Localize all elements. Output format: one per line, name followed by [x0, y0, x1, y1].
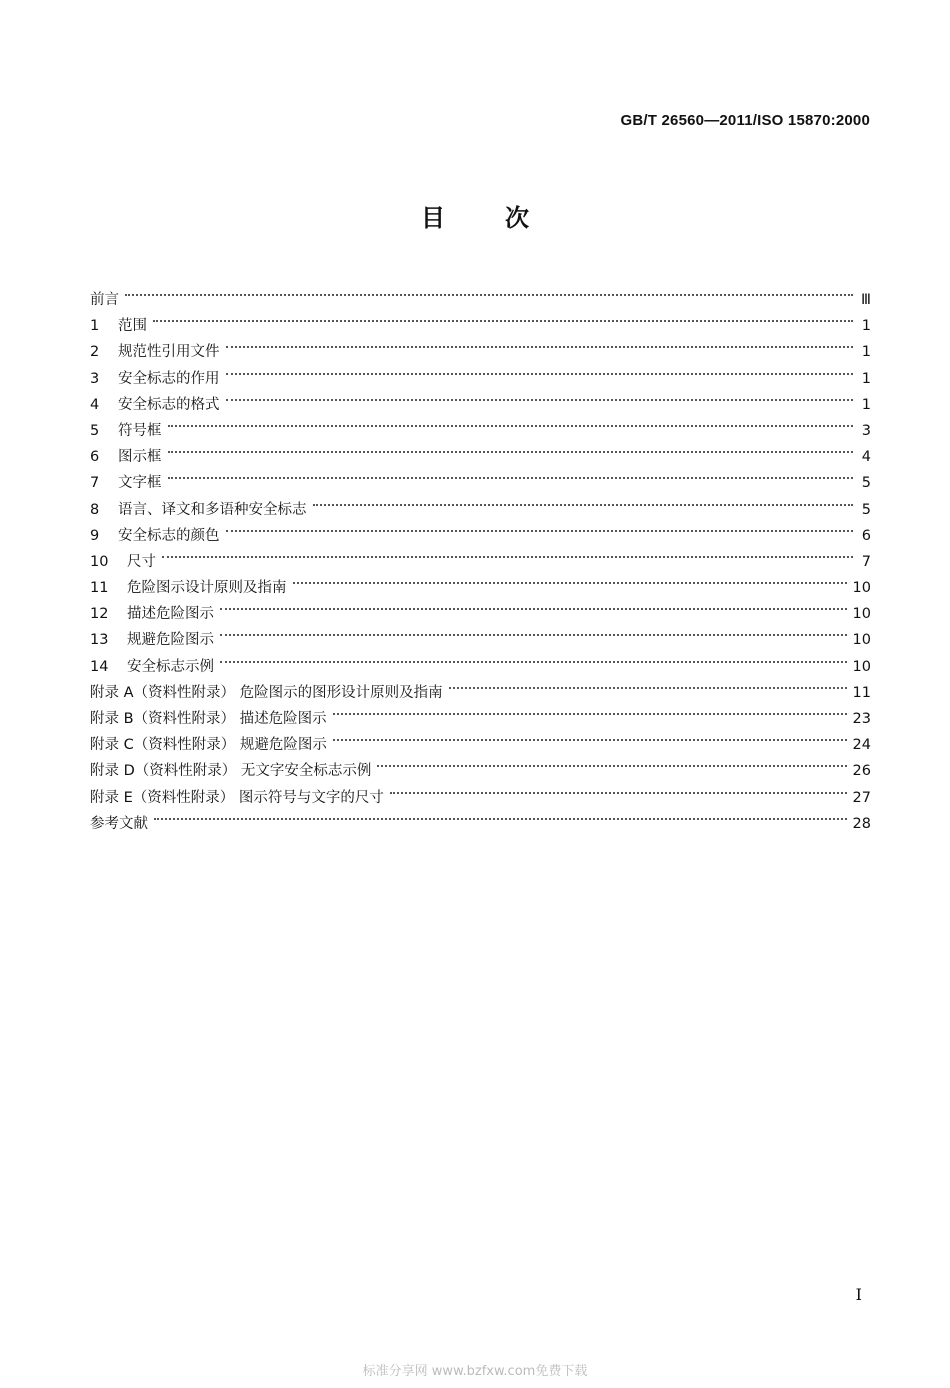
toc-entry-label: 文字框 — [118, 475, 162, 492]
toc-entry-label: 范围 — [118, 318, 147, 335]
toc-dot-leader — [333, 697, 847, 723]
toc-entry-label: 附录 B（资料性附录） 描述危险图示 — [90, 711, 327, 727]
toc-entry-page: 4 — [861, 449, 871, 466]
toc-entry-number: 4 — [90, 396, 100, 413]
toc-entry-number: 5 — [90, 422, 100, 439]
toc-entry-page: 1 — [861, 396, 871, 413]
toc-entry-page: 10 — [852, 580, 871, 597]
toc-entry-number: 7 — [90, 475, 100, 492]
toc-entry-label: 安全标志的作用 — [118, 370, 220, 387]
toc-dot-leader — [226, 330, 854, 356]
toc-entry-label: 图示框 — [118, 449, 162, 466]
page-title: 目次 — [421, 204, 589, 232]
toc-dot-leader — [226, 357, 854, 383]
table-of-contents — [90, 278, 871, 832]
toc-entry-page: 3 — [861, 422, 871, 439]
toc-dot-leader — [220, 592, 847, 618]
toc-dot-leader — [449, 671, 847, 697]
toc-dot-leader — [168, 435, 854, 461]
toc-entry-page: 26 — [852, 763, 871, 780]
standard-code: GB/T 26560—2011/ISO 15870:2000 — [620, 112, 870, 129]
toc-entry-page: 1 — [861, 318, 871, 335]
toc-dot-leader — [153, 304, 853, 330]
toc-entry-label: 附录 D（资料性附录） 无文字安全标志示例 — [90, 763, 372, 780]
toc-entry-page: 10 — [852, 606, 871, 623]
toc-entry[interactable] — [90, 488, 871, 518]
toc-entry[interactable] — [90, 461, 871, 492]
toc-entry-page: 23 — [852, 711, 871, 727]
toc-dot-leader — [377, 749, 846, 775]
toc-entry-page: 1 — [861, 370, 871, 387]
toc-entry[interactable] — [90, 409, 871, 439]
toc-entry[interactable] — [90, 278, 871, 308]
toc-dot-leader — [162, 540, 853, 566]
toc-entry[interactable] — [90, 540, 871, 570]
toc-entry-number: 1 — [90, 318, 100, 335]
toc-entry-page: 6 — [861, 527, 871, 544]
toc-entry-label: 语言、译文和多语种安全标志 — [118, 501, 307, 518]
toc-dot-leader — [293, 566, 847, 592]
toc-dot-leader — [125, 278, 853, 304]
toc-entry-number: 12 — [90, 606, 109, 623]
toc-entry-label: 规范性引用文件 — [118, 344, 220, 361]
toc-entry-page: 24 — [852, 737, 871, 754]
toc-entry-page: 5 — [861, 475, 871, 492]
toc-entry[interactable] — [90, 330, 871, 361]
toc-entry-number: 13 — [90, 632, 109, 649]
toc-entry-page: Ⅲ — [861, 292, 871, 308]
toc-entry-number: 14 — [90, 658, 109, 675]
toc-entry[interactable] — [90, 566, 871, 597]
toc-entry-label: 规避危险图示 — [127, 632, 214, 649]
toc-entry-number: 6 — [90, 449, 100, 466]
toc-entry[interactable] — [90, 435, 871, 466]
toc-entry[interactable] — [90, 802, 871, 832]
toc-entry-page: 5 — [861, 501, 871, 518]
toc-entry-page: 1 — [861, 344, 871, 361]
toc-entry-label: 参考文献 — [90, 815, 148, 832]
toc-dot-leader — [168, 409, 854, 435]
toc-entry-number: 3 — [90, 370, 100, 387]
toc-entry-label: 附录 A（资料性附录） 危险图示的图形设计原则及指南 — [90, 684, 443, 701]
toc-entry-page: 27 — [852, 789, 871, 806]
page-number: I — [855, 1285, 862, 1304]
toc-entry-label: 符号框 — [118, 422, 162, 439]
toc-entry-page: 10 — [852, 632, 871, 649]
toc-entry-label: 附录 E（资料性附录） 图示符号与文字的尺寸 — [90, 789, 384, 806]
toc-entry-number: 8 — [90, 501, 100, 518]
toc-entry-page: 28 — [852, 815, 871, 832]
toc-dot-leader — [220, 645, 847, 671]
toc-entry-number: 11 — [90, 580, 109, 597]
toc-dot-leader — [390, 776, 847, 802]
toc-entry-label: 尺寸 — [127, 553, 156, 570]
toc-entry[interactable] — [90, 304, 871, 335]
toc-entry-label: 安全标志的颜色 — [118, 527, 220, 544]
toc-dot-leader — [220, 618, 847, 644]
toc-entry-page: 10 — [852, 658, 871, 675]
toc-entry-label: 安全标志的格式 — [118, 396, 220, 413]
toc-entry-label: 附录 C（资料性附录） 规避危险图示 — [90, 737, 327, 754]
toc-dot-leader — [168, 461, 854, 487]
toc-entry-number: 9 — [90, 527, 100, 544]
toc-dot-leader — [154, 802, 847, 828]
toc-entry-number: 10 — [90, 553, 109, 570]
toc-dot-leader — [333, 723, 847, 749]
footer-watermark: 标准分享网 www.bzfxw.com免费下载 — [362, 1364, 588, 1379]
toc-entry-number: 2 — [90, 344, 100, 361]
toc-entry-label: 危险图示设计原则及指南 — [127, 580, 287, 597]
toc-entry-page: 7 — [861, 553, 871, 570]
toc-dot-leader — [226, 383, 854, 409]
toc-entry-label: 前言 — [90, 292, 119, 308]
toc-entry-label: 描述危险图示 — [127, 606, 214, 623]
toc-entry-label: 安全标志示例 — [127, 658, 214, 675]
toc-dot-leader — [226, 514, 854, 540]
toc-dot-leader — [313, 488, 854, 514]
toc-entry-page: 11 — [852, 684, 871, 701]
